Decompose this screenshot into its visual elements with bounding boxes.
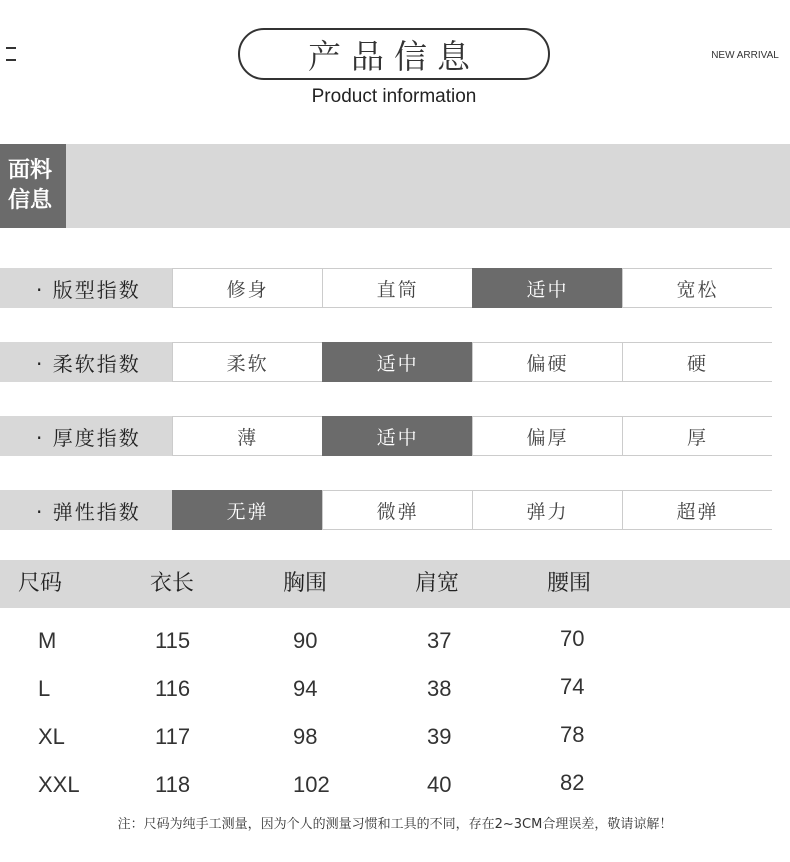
size-value: 94 <box>293 676 318 701</box>
index-option: 硬 <box>622 342 772 382</box>
index-row <box>0 342 772 382</box>
index-option: 直筒 <box>322 268 472 308</box>
size-value: 39 <box>427 724 452 749</box>
index-option: 超弹 <box>622 490 772 530</box>
index-row-label: · 柔软指数 <box>0 342 172 382</box>
index-row-label: · 厚度指数 <box>0 416 172 456</box>
left-decor-mark <box>6 47 16 63</box>
index-option: 薄 <box>172 416 322 456</box>
size-value: 117 <box>155 724 191 749</box>
fabric-label-line1: 面料 <box>8 158 53 183</box>
index-option: 宽松 <box>622 268 772 308</box>
size-label: XL <box>38 724 65 749</box>
size-value: 40 <box>427 772 452 797</box>
new-arrival-tag: NEW ARRIVAL <box>711 50 779 61</box>
size-header-cell: 肩宽 <box>415 571 460 596</box>
index-option: 柔软 <box>172 342 322 382</box>
index-option: 偏硬 <box>472 342 622 382</box>
page-subtitle: Product information <box>311 86 477 107</box>
index-option: 适中 <box>322 342 472 382</box>
index-option: 偏厚 <box>472 416 622 456</box>
size-value: 38 <box>427 676 452 701</box>
index-option: 修身 <box>172 268 322 308</box>
fabric-banner <box>0 144 790 228</box>
size-value: 102 <box>293 772 330 797</box>
size-value: 78 <box>560 722 585 747</box>
size-table-header <box>0 560 790 608</box>
index-option: 适中 <box>322 416 472 456</box>
index-row-label: · 弹性指数 <box>0 490 172 530</box>
size-label: M <box>38 628 57 653</box>
size-value: 82 <box>560 770 585 795</box>
fabric-label-line2: 信息 <box>8 188 53 213</box>
size-value: 37 <box>427 628 452 653</box>
size-value: 98 <box>293 724 318 749</box>
page-title: 产品信息 <box>238 28 550 80</box>
size-label: L <box>38 676 51 701</box>
index-row-label: · 版型指数 <box>0 268 172 308</box>
size-value: 116 <box>155 676 191 701</box>
index-row <box>0 268 772 308</box>
size-header-cell: 腰围 <box>547 571 592 596</box>
size-header-cell: 尺码 <box>18 571 63 596</box>
index-option: 厚 <box>622 416 772 456</box>
size-label: XXL <box>38 772 80 797</box>
index-option: 弹力 <box>472 490 622 530</box>
size-value: 70 <box>560 626 585 651</box>
size-header-cell: 衣长 <box>150 571 195 596</box>
size-value: 90 <box>293 628 318 653</box>
index-option: 微弹 <box>322 490 472 530</box>
fabric-label <box>0 144 66 228</box>
measurement-note: 注：尺码为纯手工测量，因为个人的测量习惯和工具的不同，存在2~3CM合理误差，敬请谅解！ <box>117 817 673 832</box>
size-value: 118 <box>155 772 191 797</box>
size-value: 74 <box>560 674 585 699</box>
index-row <box>0 416 772 456</box>
size-header-cell: 胸围 <box>283 571 328 596</box>
size-value: 115 <box>155 628 191 653</box>
index-option: 适中 <box>472 268 622 308</box>
index-row <box>0 490 772 530</box>
index-option: 无弹 <box>172 490 322 530</box>
